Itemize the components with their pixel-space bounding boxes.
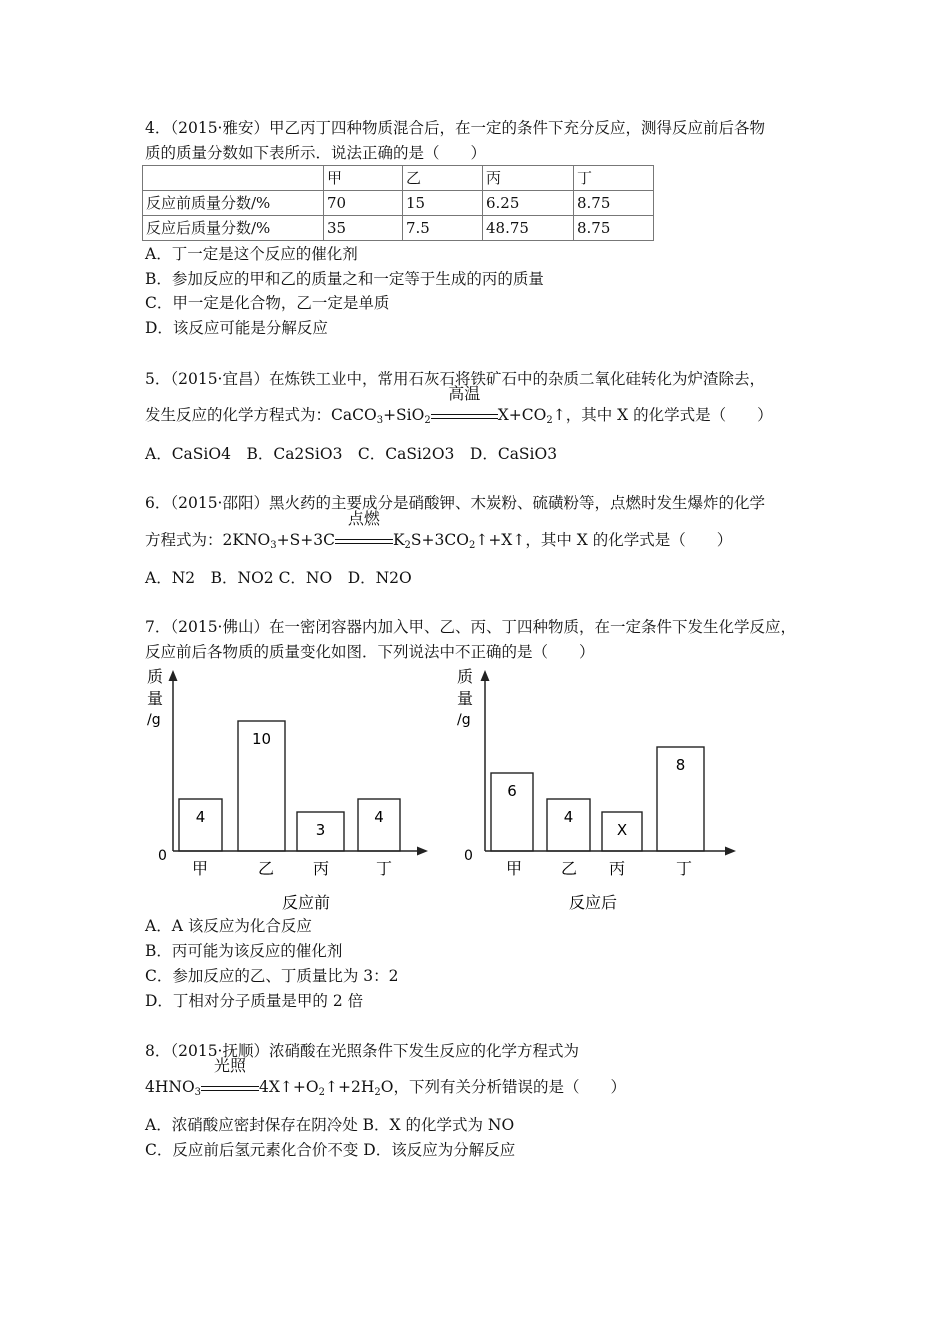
bar-value-label: 4 [563, 808, 574, 826]
q5-options [145, 444, 557, 464]
q7-option-a: A．A 该反应为化合反应 [145, 917, 312, 935]
x-tick-label: 丁 [375, 859, 393, 878]
y-axis-label-line1: 质 [147, 667, 164, 686]
q5-equation-line [145, 384, 773, 426]
q5-condition: 高温 [448, 384, 481, 403]
y-axis-label-line2: 量 [457, 689, 474, 708]
chart-after-reaction [450, 666, 750, 916]
q8-products: $4X↑+O_2↑+2H_2O$ [259, 1078, 394, 1098]
q8-equation-line [145, 1056, 626, 1098]
chart-before-reaction [138, 666, 438, 916]
q4-option-b: B．参加反应的甲和乙的质量之和一定等于生成的丙的质量 [145, 270, 544, 288]
q7-stem-line2: 反应前后各物质的质量变化如图．下列说法中不正确的是（ ） [145, 643, 595, 661]
bar-group [179, 721, 400, 851]
q8-reaction-arrow [201, 1056, 259, 1097]
q8-options-line2: C．反应前后氢元素化合价不变 D．该反应为分解反应 [145, 1141, 516, 1159]
q4-stem-line2: 质的质量分数如下表所示．说法正确的是（ ） [145, 144, 487, 162]
table-cell: 70 [324, 191, 403, 216]
q4-table [142, 165, 654, 241]
x-tick-label: 乙 [257, 859, 275, 878]
bar-value-label: 6 [507, 782, 517, 800]
y-axis-label-line3: /g [147, 712, 161, 728]
q8-eq-suffix: ，下列有关分析错误的是（ ） [393, 1078, 626, 1096]
double-line [431, 414, 498, 419]
bar-value-label: 8 [675, 756, 686, 774]
q6-equation-line [145, 509, 733, 551]
x-tick-label: 丁 [675, 859, 693, 878]
q4-option-a: A．丁一定是这个反应的催化剂 [145, 245, 358, 263]
q4-option-c: C．甲一定是化合物，乙一定是单质 [145, 294, 390, 312]
q8-stem-line1: 8．（2015·抚顺）浓硝酸在光照条件下发生反应的化学方程式为 [145, 1042, 579, 1060]
x-tick-label: 甲 [191, 859, 209, 878]
table-cell: 丙 [483, 166, 574, 191]
x-tick-label: 乙 [560, 859, 578, 878]
table-cell: 48.75 [483, 216, 574, 241]
x-tick-label: 丙 [608, 859, 626, 878]
q7-stem-line1: 7．（2015·佛山）在一密闭容器内加入甲、乙、丙、丁四种物质，在一定条件下发生化学反应， [145, 618, 796, 636]
table-cell: 丁 [574, 166, 654, 191]
y-axis-label-line3: /g [457, 712, 471, 728]
origin-label: 0 [158, 848, 167, 864]
q5-reaction-arrow [431, 384, 498, 425]
table-cell: 8.75 [574, 191, 654, 216]
q6-condition: 点燃 [347, 509, 380, 528]
table-header-row [143, 166, 654, 191]
q8-reactants: $4HNO_3$ [145, 1078, 202, 1098]
q4-stem-line1: 4．（2015·雅安）甲乙丙丁四种物质混合后，在一定的条件下充分反应，测得反应前后各物 [145, 119, 765, 137]
q6-options-text: A．N2 B．NO2 C．NO D．N2O [145, 569, 412, 587]
q7-option-d: D．丁相对分子质量是甲的 2 倍 [145, 992, 364, 1010]
y-axis-arrow [481, 670, 490, 681]
table-cell: 15 [403, 191, 483, 216]
q5-stem-line1: 5．（2015·宜昌）在炼铁工业中，常用石灰石将铁矿石中的杂质二氧化硅转化为炉渣除去， [145, 370, 765, 388]
table-cell [143, 166, 324, 191]
x-tick-label: 甲 [505, 859, 523, 878]
q5-options-text: A．CaSiO4 B．Ca2SiO3 C．CaSi2O3 D．CaSiO3 [145, 445, 558, 463]
bar-value-label: 4 [374, 808, 384, 826]
table-cell: 8.75 [574, 216, 654, 241]
chart-title: 反应后 [568, 893, 618, 912]
q6-eq-prefix: 方程式为： [145, 531, 223, 549]
y-axis-label-line1: 质 [457, 667, 474, 686]
q5-reactants: CaCO$_3$+SiO$_2$ [331, 406, 431, 426]
double-line [201, 1086, 259, 1091]
q5-eq-prefix: 发生反应的化学方程式为： [145, 406, 332, 424]
q6-reactants: $2KNO_3+S+3C$ [222, 531, 335, 551]
table-cell: 反应后质量分数/% [143, 216, 324, 241]
q8-condition: 光照 [214, 1056, 247, 1075]
table-row [143, 191, 654, 216]
q6-reaction-arrow [335, 509, 393, 550]
chart-title: 反应前 [281, 893, 331, 912]
table-cell: 6.25 [483, 191, 574, 216]
table-row [143, 216, 654, 241]
table-cell: 35 [324, 216, 403, 241]
double-line [335, 539, 393, 544]
category-labels [506, 859, 692, 878]
bar-value-label: 10 [251, 730, 272, 748]
q5-products: $X+CO_2↑$ [497, 406, 566, 426]
x-tick-label: 丙 [312, 859, 330, 878]
bar-value-label: 4 [195, 808, 206, 826]
q6-options [145, 568, 412, 588]
q7-option-c: C．参加反应的乙、丁质量比为 3：2 [145, 967, 399, 985]
table-cell: 反应前质量分数/% [143, 191, 324, 216]
table-cell: 甲 [324, 166, 403, 191]
x-axis-arrow [417, 847, 428, 856]
q6-stem-line1: 6．（2015·邵阳）黑火药的主要成分是硝酸钾、木炭粉、硫磺粉等，点燃时发生爆炸的化学 [145, 494, 765, 512]
y-axis-arrow [169, 670, 178, 681]
q6-eq-suffix: ，其中 X 的化学式是（ ） [525, 531, 733, 549]
bar-value-label: 3 [315, 821, 326, 839]
x-axis-arrow [725, 847, 736, 856]
origin-label: 0 [464, 848, 473, 864]
q8-options-line1: A．浓硝酸应密封保存在阴冷处 B．X 的化学式为 NO [145, 1116, 515, 1134]
table-cell: 7.5 [403, 216, 483, 241]
q6-products: $K_2S+3CO_2↑+X↑$ [392, 531, 526, 551]
bar-value-label: X [616, 821, 628, 839]
category-labels [192, 859, 392, 878]
q4-option-d: D．该反应可能是分解反应 [145, 319, 328, 337]
bar-group [491, 747, 704, 851]
table-cell: 乙 [403, 166, 483, 191]
y-axis-label-line2: 量 [147, 689, 164, 708]
q7-option-b: B．丙可能为该反应的催化剂 [145, 942, 343, 960]
q5-eq-suffix: ，其中 X 的化学式是（ ） [565, 406, 773, 424]
